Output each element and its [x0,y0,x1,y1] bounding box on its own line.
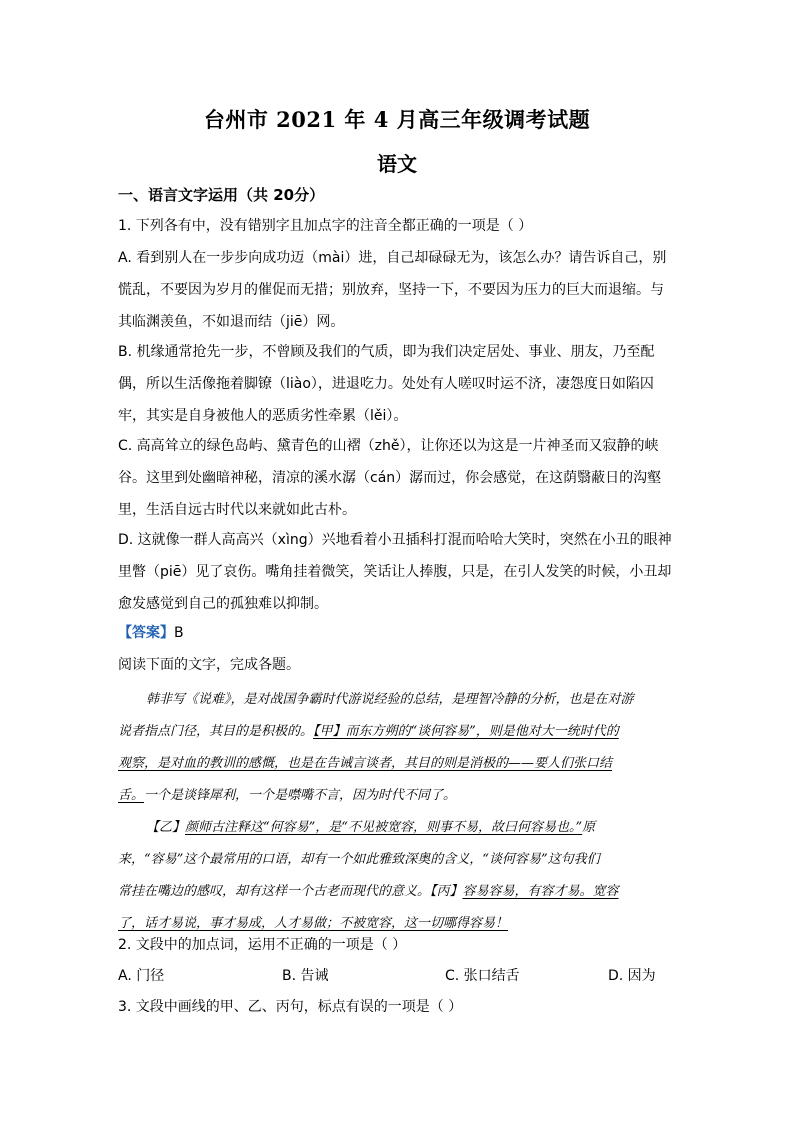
option-c-line-2: 谷。这里到处幽暗神秘，清凉的溪水潺（cán）潺而过，你会感觉，在这荫翳蔽日的沟壑 [118,470,662,486]
question-3-stem: 3. 文段中画线的甲、乙、丙句，标点有误的一项是（ ） [118,999,463,1015]
sentence-bing-tag: 【丙】 [430,884,463,899]
section-heading: 一、语言文字运用（共 20分） [118,186,325,204]
answer-tag: 【答案】 [118,625,174,641]
option-b-line-2: 偶，所以生活像拖着脚镣（liào），进退吃力。处处有人嗟叹时运不济，凄怨度日如陷囚 [118,376,654,392]
sentence-yi: 颜师古注释这“何容易”，是“不见被宽容，则事不易，故曰何容易也。” [185,820,583,835]
question-2-option-a: A. 门径 [118,968,165,984]
passage-p2-row-1-tail: 原 [582,820,596,835]
option-d-line-1: D. 这就像一群人高高兴（xìng）兴地看着小丑插科打混而哈哈大笑时，突然在小丑的眼神 [118,532,672,548]
passage-p2-row-1 [118,812,678,844]
question-1-option-a [118,242,678,338]
option-a-line-3: 其临渊羡鱼，不如退而结（jiē）网。 [118,314,345,330]
option-c-line-3: 里，生活自远古时代以来就如此古朴。 [118,502,356,518]
passage-p1-row-3: 观察，是对血的教训的感慨，也是在告诫言谈者，其目的则是消极的——要人们张口结 [118,756,613,771]
passage-p2-row-3 [118,876,678,908]
answer-value: B [174,625,184,641]
reading-passage [118,684,678,940]
sentence-jia-end: 舌。 [118,788,145,803]
option-a-line-1: A. 看到别人在一步步向成功迈（mài）进，自己却碌碌无为，该怎么办？请告诉自己，别 [118,250,667,266]
passage-p1-row-1: 韩非写《说难》，是对战国争霸时代游说经验的总结，是理智冷静的分析，也是在对游 [146,692,634,707]
passage-p2-row-4: 了，话才易说，事才易成，人才易做；不被宽容，这一切哪得容易！ [118,916,509,931]
question-1-stem: 1. 下列各有中，没有错别字且加点字的注音全都正确的一项是（ ） [118,218,533,234]
passage-p2-row-3-text: 常挂在嘴边的感叹，却有这样一个古老而现代的意义。 [118,884,431,899]
question-1-option-c [118,430,678,526]
passage-p1-row-2 [118,716,678,748]
passage-p1-row-2-text: 说者指点门径，其目的是积极的。 [118,724,314,739]
sentence-jia: 【甲】而东方朔的“谈何容易”，则是他对大一统时代的 [313,724,619,739]
passage-p1-row-4 [118,780,678,812]
option-a-line-2: 慌乱，不要因为岁月的催促而无措；别放弃，坚持一下，不要因为压力的巨大而退缩。与 [118,282,664,298]
option-c-line-1: C. 高高耸立的绿色岛屿、黛青色的山褶（zhě），让你还以为这是一片神圣而又寂静的峡 [118,438,659,454]
reading-prompt: 阅读下面的文字，完成各题。 [118,657,300,673]
question-2-stem: 2. 文段中的加点词，运用不正确的一项是（ ） [118,937,407,953]
sentence-bing: 容易容易，有容才易。宽容 [462,884,619,899]
question-2-option-d: D. 因为 [608,968,656,984]
option-d-line-2: 里瞥（piē）见了哀伤。嘴角挂着微笑，笑话让人捧腹，只是，在引人发笑的时候，小丑却 [118,564,672,580]
option-b-line-3: 牢，其实是自身被他人的恶质劣性牵累（lěi）。 [118,408,408,424]
passage-p2-row-2: 来，“容易”这个最常用的口语，却有一个如此雅致深奥的含义，“谈何容易”这句我们 [118,852,600,867]
document-subtitle: 语文 [377,152,417,176]
option-b-line-1: B. 机缘通常抢先一步，不曾顾及我们的气质，即为我们决定居处、事业、朋友，乃至配 [118,344,655,360]
sentence-yi-tag: 【乙】 [146,820,186,835]
option-d-line-3: 愈发感觉到自己的孤独难以抑制。 [118,596,328,612]
answer-line [118,623,184,643]
question-1-option-d [118,524,678,620]
question-2-option-b: B. 告诫 [282,968,329,984]
passage-p1-row-4-text: 一个是谈锋犀利，一个是噤嘴不言，因为时代不同了。 [144,788,457,803]
document-title: 台州市 2021 年 4 月高三年级调考试题 [203,107,591,132]
question-1-option-b [118,336,678,432]
question-2-option-c: C. 张口结舌 [445,968,520,984]
